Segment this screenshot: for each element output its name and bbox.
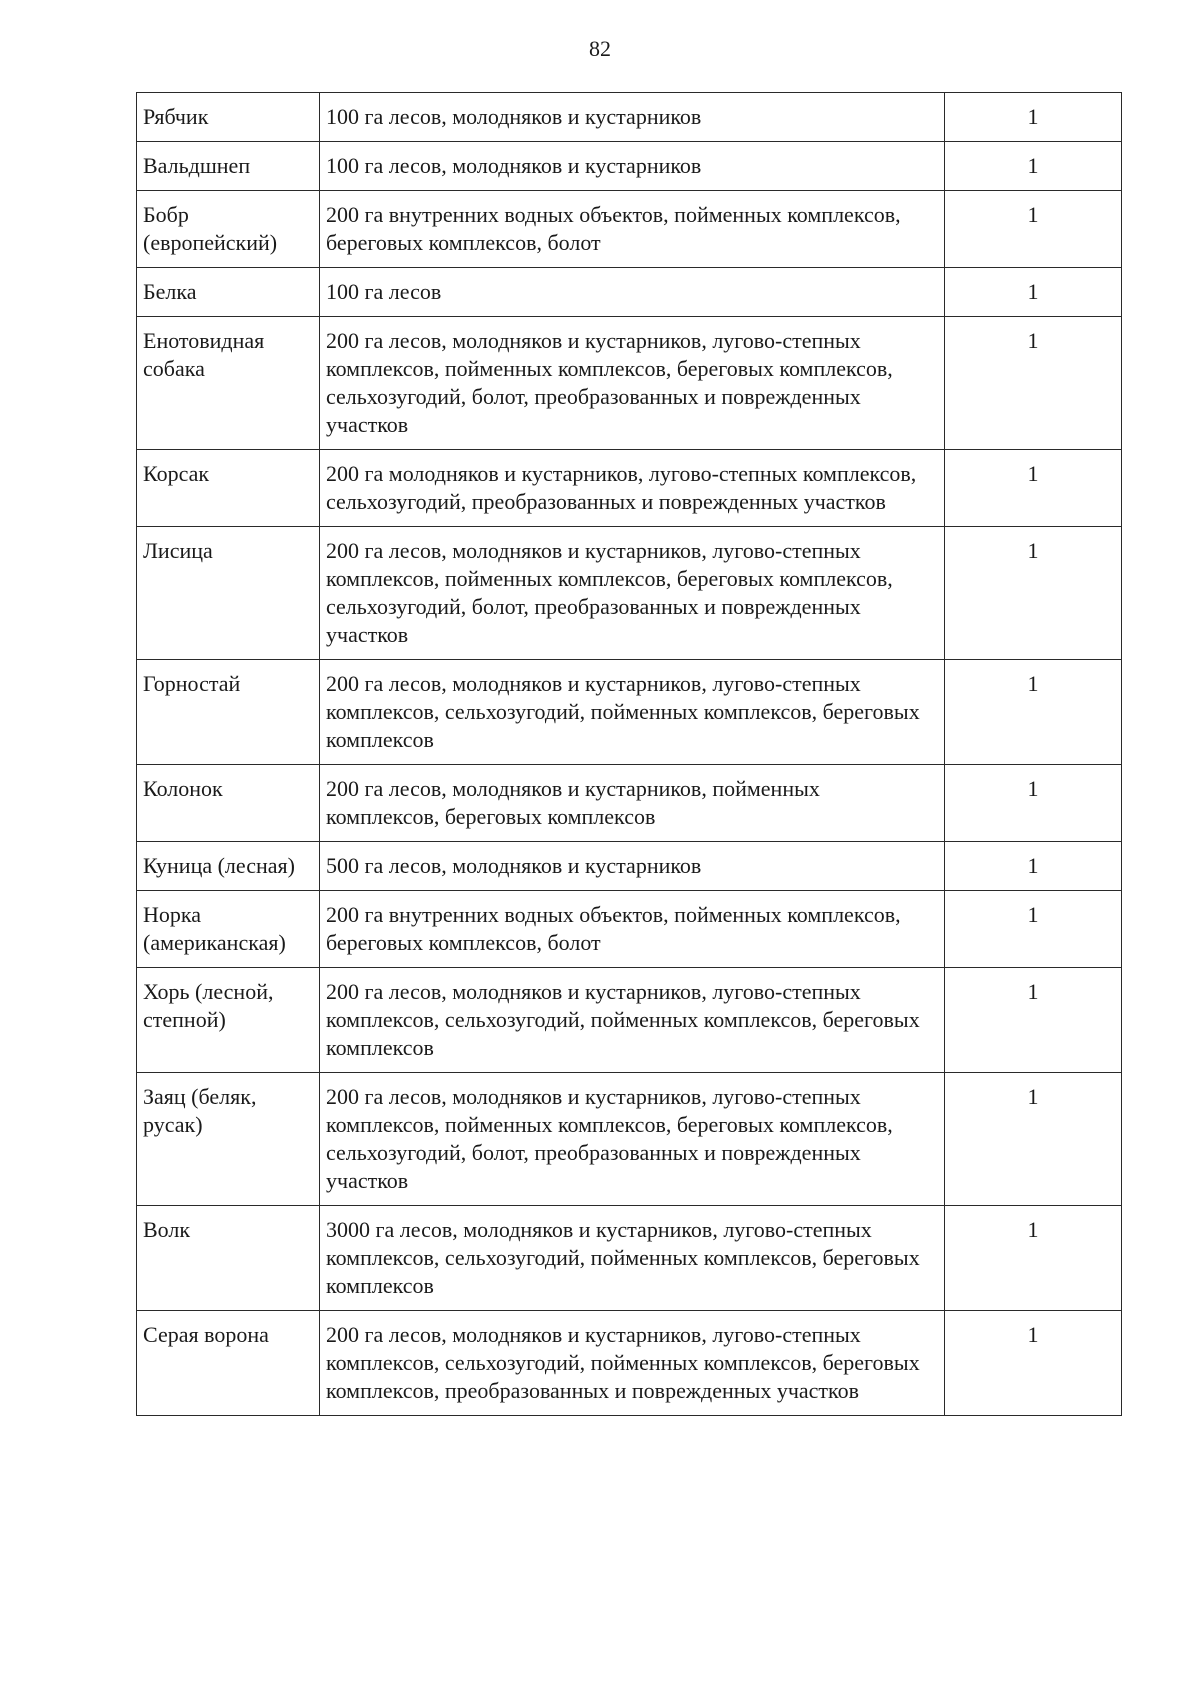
- species-name: Бобр (европейский): [137, 191, 320, 268]
- table-row: [137, 1206, 1122, 1311]
- habitat-area: 200 га лесов, молодняков и кустарников, лугово-степных комплексов, сельхозугодий, пойменных комплексов, береговых комплексов, преобразованных и поврежденных участков: [320, 1311, 945, 1416]
- norm-value: 1: [945, 765, 1122, 842]
- habitat-area: 200 га лесов, молодняков и кустарников, лугово-степных комплексов, пойменных комплексов, береговых комплексов, сельхозугодий, болот, преобразованных и поврежденных участков: [320, 1073, 945, 1206]
- species-name: Норка (американская): [137, 891, 320, 968]
- habitat-area: 200 га молодняков и кустарников, лугово-степных комплексов, сельхозугодий, преобразованных и поврежденных участков: [320, 450, 945, 527]
- species-name: Рябчик: [137, 93, 320, 142]
- norm-value: 1: [945, 450, 1122, 527]
- habitat-area: 3000 га лесов, молодняков и кустарников, лугово-степных комплексов, сельхозугодий, пойменных комплексов, береговых комплексов: [320, 1206, 945, 1311]
- table-row: [137, 142, 1122, 191]
- norm-value: 1: [945, 268, 1122, 317]
- table-row: [137, 268, 1122, 317]
- habitat-area: 200 га лесов, молодняков и кустарников, лугово-степных комплексов, сельхозугодий, пойменных комплексов, береговых комплексов: [320, 660, 945, 765]
- species-table: [136, 92, 1122, 1416]
- table-row: [137, 450, 1122, 527]
- table-row: [137, 660, 1122, 765]
- table-row: [137, 968, 1122, 1073]
- norm-value: 1: [945, 142, 1122, 191]
- table-row: [137, 527, 1122, 660]
- table-row: [137, 891, 1122, 968]
- norm-value: 1: [945, 1311, 1122, 1416]
- table-row: [137, 765, 1122, 842]
- habitat-area: 200 га лесов, молодняков и кустарников, лугово-степных комплексов, пойменных комплексов, береговых комплексов, сельхозугодий, болот, преобразованных и поврежденных участков: [320, 317, 945, 450]
- habitat-area: 200 га внутренних водных объектов, пойменных комплексов, береговых комплексов, болот: [320, 191, 945, 268]
- species-name: Серая ворона: [137, 1311, 320, 1416]
- habitat-area: 200 га внутренних водных объектов, пойменных комплексов, береговых комплексов, болот: [320, 891, 945, 968]
- species-name: Белка: [137, 268, 320, 317]
- habitat-area: 500 га лесов, молодняков и кустарников: [320, 842, 945, 891]
- norm-value: 1: [945, 660, 1122, 765]
- species-name: Волк: [137, 1206, 320, 1311]
- norm-value: 1: [945, 1206, 1122, 1311]
- norm-value: 1: [945, 1073, 1122, 1206]
- norm-value: 1: [945, 891, 1122, 968]
- table-row: [137, 842, 1122, 891]
- norm-value: 1: [945, 317, 1122, 450]
- table-row: [137, 93, 1122, 142]
- table-row: [137, 1311, 1122, 1416]
- species-name: Хорь (лесной, степной): [137, 968, 320, 1073]
- species-name: Горностай: [137, 660, 320, 765]
- species-name: Заяц (беляк, русак): [137, 1073, 320, 1206]
- habitat-area: 100 га лесов, молодняков и кустарников: [320, 93, 945, 142]
- norm-value: 1: [945, 191, 1122, 268]
- habitat-area: 200 га лесов, молодняков и кустарников, пойменных комплексов, береговых комплексов: [320, 765, 945, 842]
- norm-value: 1: [945, 842, 1122, 891]
- norm-value: 1: [945, 93, 1122, 142]
- species-name: Колонок: [137, 765, 320, 842]
- species-name: Лисица: [137, 527, 320, 660]
- page-number: 82: [589, 36, 611, 61]
- species-name: Енотовидная собака: [137, 317, 320, 450]
- species-name: Куница (лесная): [137, 842, 320, 891]
- habitat-area: 100 га лесов, молодняков и кустарников: [320, 142, 945, 191]
- species-name: Корсак: [137, 450, 320, 527]
- habitat-area: 200 га лесов, молодняков и кустарников, лугово-степных комплексов, пойменных комплексов, береговых комплексов, сельхозугодий, болот, преобразованных и поврежденных участков: [320, 527, 945, 660]
- table-row: [137, 317, 1122, 450]
- norm-value: 1: [945, 527, 1122, 660]
- norm-value: 1: [945, 968, 1122, 1073]
- species-name: Вальдшнеп: [137, 142, 320, 191]
- habitat-area: 100 га лесов: [320, 268, 945, 317]
- habitat-area: 200 га лесов, молодняков и кустарников, лугово-степных комплексов, сельхозугодий, пойменных комплексов, береговых комплексов: [320, 968, 945, 1073]
- table-row: [137, 191, 1122, 268]
- table-row: [137, 1073, 1122, 1206]
